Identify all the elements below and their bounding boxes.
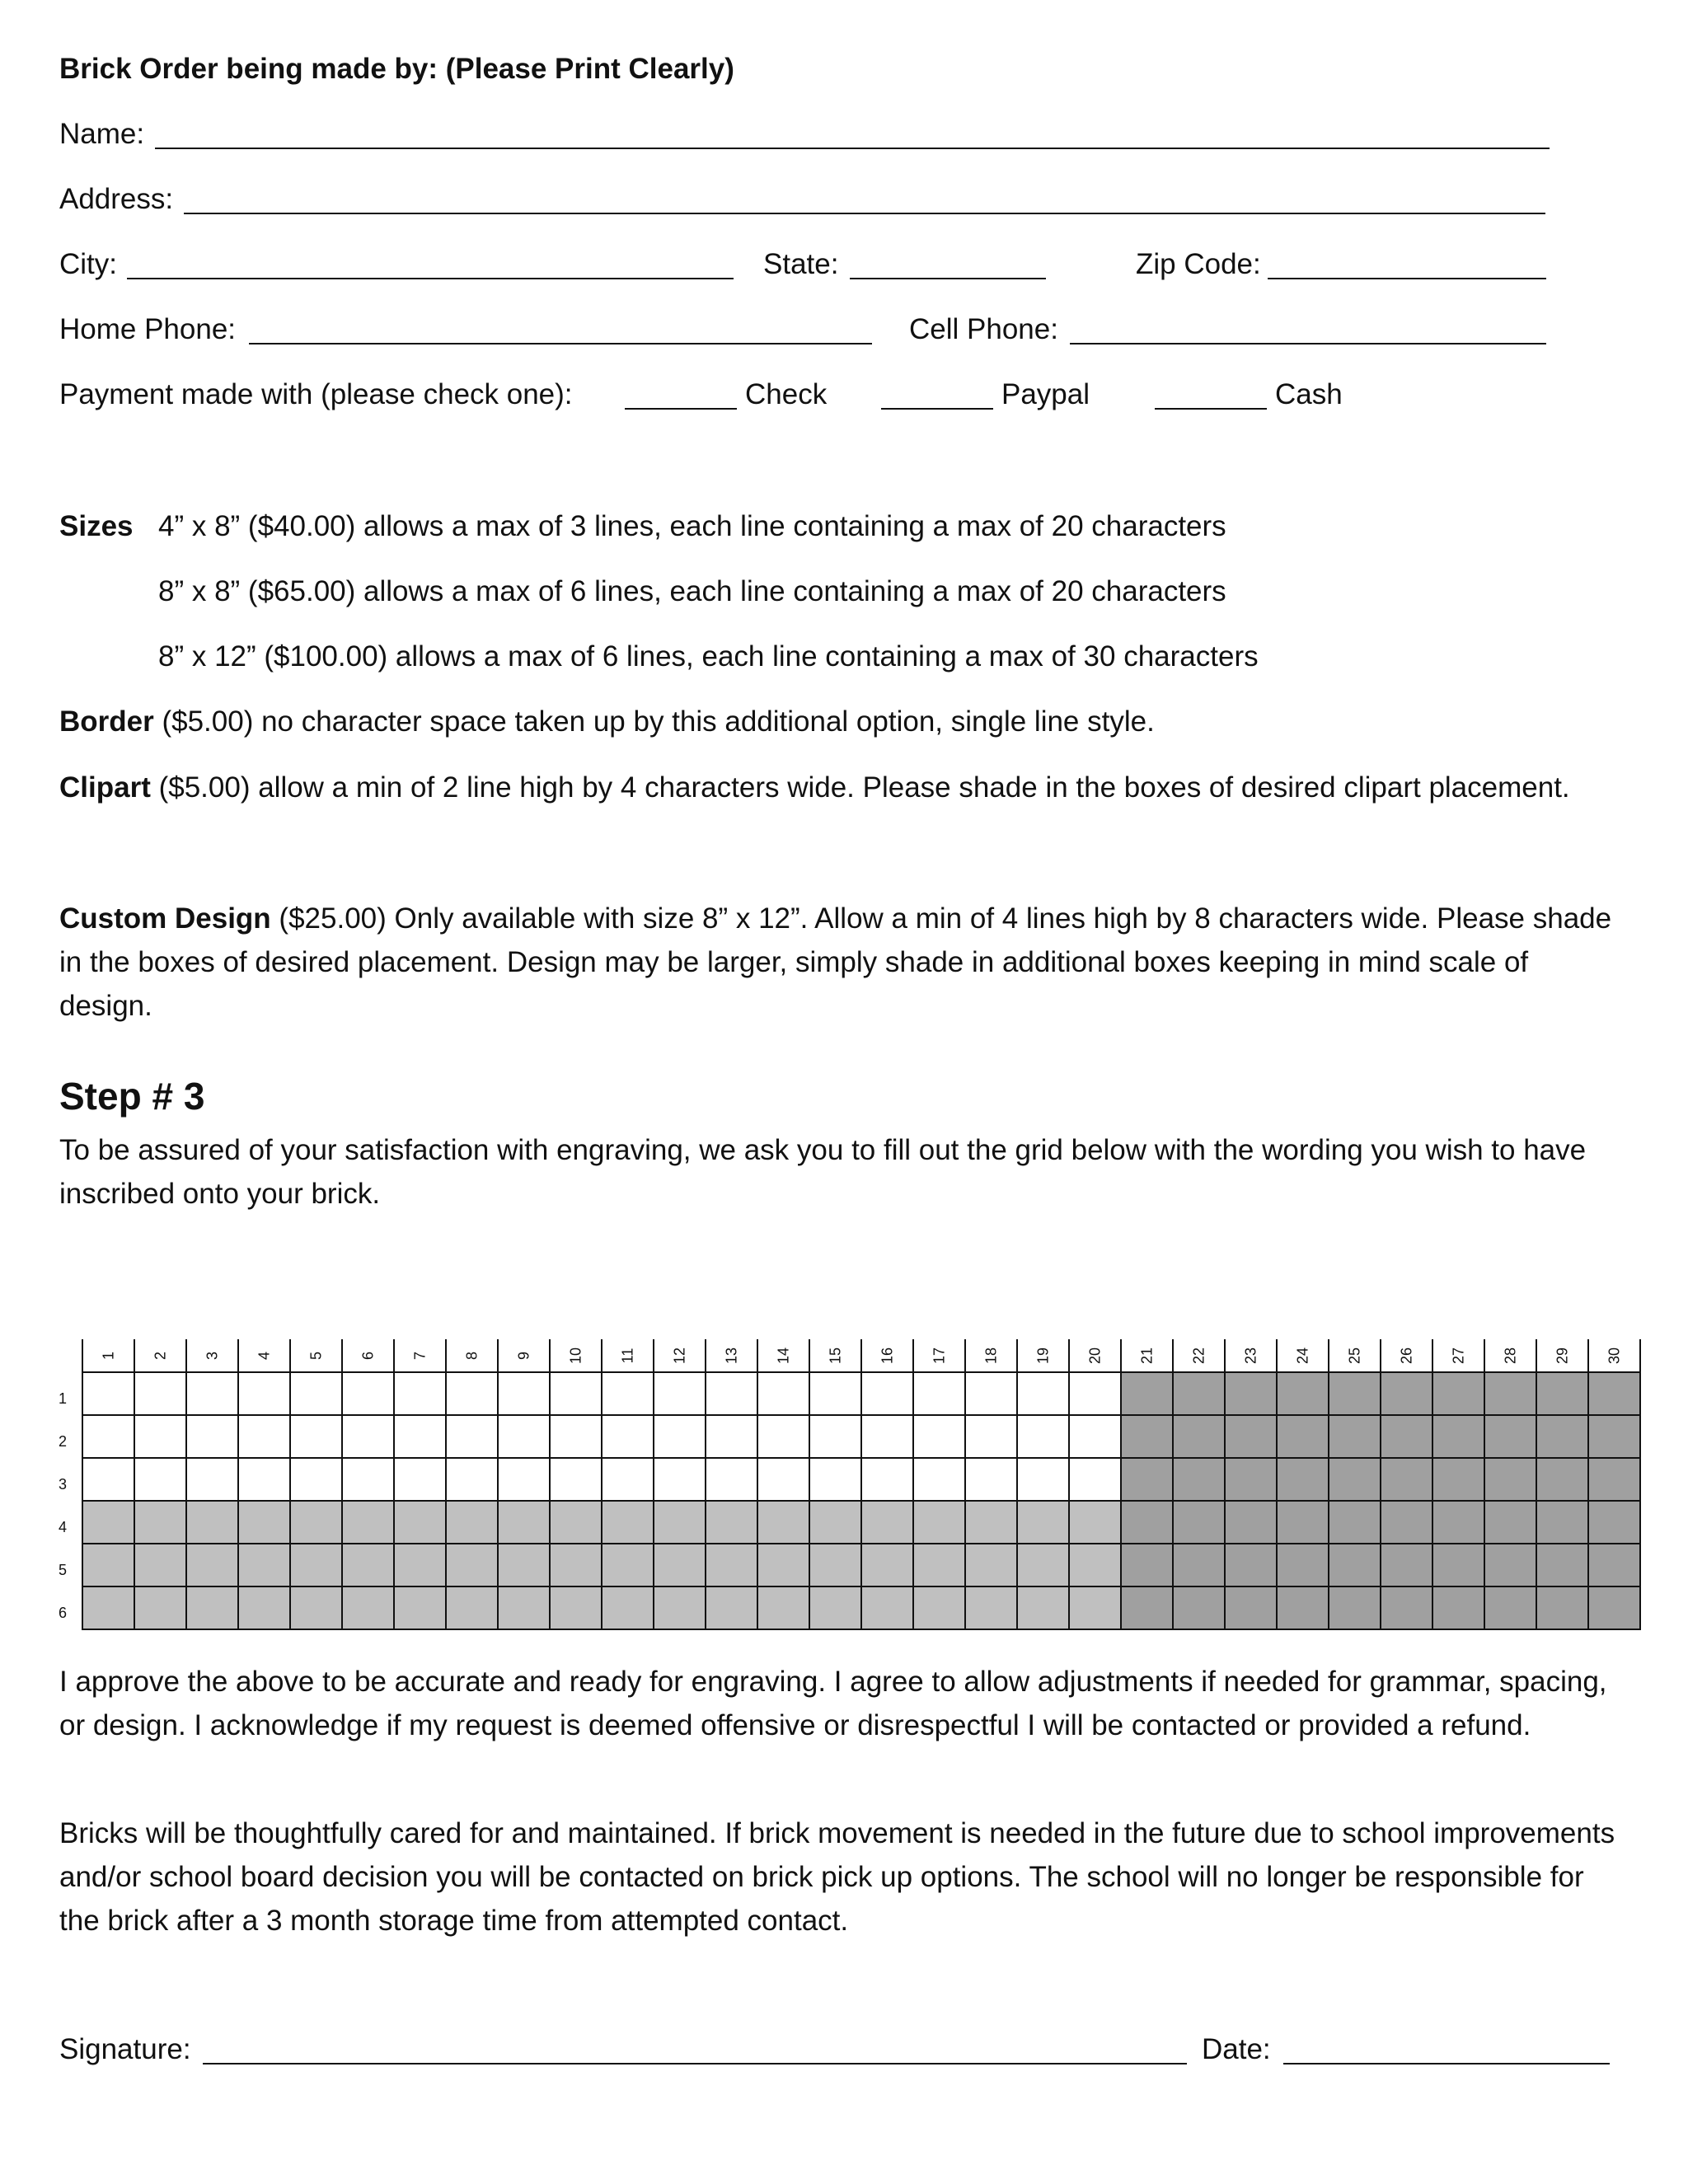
border-label: Border — [59, 705, 154, 738]
address-field[interactable] — [184, 213, 1545, 214]
grid-cell[interactable] — [134, 1586, 186, 1629]
column-label: 7 — [411, 1351, 429, 1361]
grid-cell[interactable] — [913, 1458, 965, 1501]
grid-cell[interactable] — [602, 1415, 654, 1458]
grid-cell[interactable] — [1069, 1586, 1121, 1629]
grid-cell[interactable] — [1173, 1415, 1225, 1458]
grid-cell[interactable] — [706, 1501, 757, 1544]
check-option-blank[interactable] — [625, 408, 737, 410]
grid-cell[interactable] — [1121, 1372, 1173, 1415]
grid-cell[interactable] — [1329, 1586, 1381, 1629]
grid-cell[interactable] — [446, 1544, 498, 1586]
grid-cell[interactable] — [342, 1586, 394, 1629]
grid-cell[interactable] — [1432, 1372, 1484, 1415]
column-label: 28 — [1502, 1347, 1519, 1365]
column-label: 5 — [307, 1351, 325, 1361]
grid-cell[interactable] — [342, 1544, 394, 1586]
grid-cell[interactable] — [706, 1586, 757, 1629]
grid-cell[interactable] — [186, 1501, 238, 1544]
grid-cell[interactable] — [1277, 1415, 1329, 1458]
grid-cell[interactable] — [1173, 1458, 1225, 1501]
grid-cell[interactable] — [861, 1501, 913, 1544]
grid-cell[interactable] — [965, 1415, 1017, 1458]
clipart-label: Clipart — [59, 771, 151, 804]
grid-cell[interactable] — [550, 1415, 602, 1458]
grid-cell[interactable] — [913, 1544, 965, 1586]
column-label: 30 — [1606, 1347, 1623, 1365]
grid-cell[interactable] — [913, 1586, 965, 1629]
column-label: 6 — [359, 1351, 377, 1361]
column-label: 9 — [515, 1351, 532, 1361]
grid-cell[interactable] — [861, 1415, 913, 1458]
grid-cell[interactable] — [186, 1372, 238, 1415]
grid-cell[interactable] — [706, 1372, 757, 1415]
step-instructions: To be assured of your satisfaction with engraving, we ask you to fill out the grid below with the wording you wish to have inscribed onto your brick. — [59, 1134, 1587, 1210]
grid-cell[interactable] — [809, 1415, 861, 1458]
grid-cell[interactable] — [1484, 1586, 1536, 1629]
grid-cell[interactable] — [706, 1415, 757, 1458]
grid-cell[interactable] — [82, 1458, 134, 1501]
grid-cell[interactable] — [1277, 1458, 1329, 1501]
grid-cell[interactable] — [342, 1372, 394, 1415]
border-text: ($5.00) no character space taken up by this additional option, single line style. — [153, 705, 1155, 738]
column-label: 1 — [100, 1351, 117, 1361]
grid-cell[interactable] — [1432, 1458, 1484, 1501]
grid-cell[interactable] — [446, 1586, 498, 1629]
grid-cell[interactable] — [1173, 1501, 1225, 1544]
grid-cell[interactable] — [1329, 1372, 1381, 1415]
grid-cell[interactable] — [809, 1501, 861, 1544]
grid-cell[interactable] — [602, 1586, 654, 1629]
grid-cell[interactable] — [1329, 1415, 1381, 1458]
grid-cell[interactable] — [809, 1458, 861, 1501]
column-label: 16 — [879, 1347, 896, 1365]
grid-cell[interactable] — [1588, 1372, 1640, 1415]
grid-cell[interactable] — [1588, 1586, 1640, 1629]
zip-label: Zip Code: — [1136, 248, 1261, 280]
grid-cell[interactable] — [1017, 1415, 1069, 1458]
zip-field[interactable] — [1268, 278, 1546, 279]
maintenance-paragraph: Bricks will be thoughtfully cared for and maintained. If brick movement is needed in the future due to school improvements and/or school board decision you will be contacted on brick pick up options. The school will no longer be responsible for the brick after a 3 month storage time from attempted contact. — [59, 1817, 1615, 1937]
grid-cell[interactable] — [498, 1415, 550, 1458]
grid-cell[interactable] — [1017, 1586, 1069, 1629]
column-label: 2 — [152, 1351, 169, 1361]
grid-cell[interactable] — [1484, 1544, 1536, 1586]
clipart-text: ($5.00) allow a min of 2 line high by 4 characters wide. Please shade in the boxes of desired clipart placement. — [150, 771, 1570, 804]
column-label: 26 — [1398, 1347, 1415, 1365]
grid-cell[interactable] — [1432, 1586, 1484, 1629]
grid-cell[interactable] — [1432, 1544, 1484, 1586]
grid-cell[interactable] — [342, 1458, 394, 1501]
grid-cell[interactable] — [1588, 1501, 1640, 1544]
grid-cell[interactable] — [861, 1586, 913, 1629]
column-label: 18 — [982, 1347, 1000, 1365]
grid-cell[interactable] — [1277, 1501, 1329, 1544]
grid-cell[interactable] — [1069, 1544, 1121, 1586]
grid-cell[interactable] — [1069, 1458, 1121, 1501]
grid-cell[interactable] — [654, 1458, 706, 1501]
grid-cell[interactable] — [602, 1544, 654, 1586]
grid-cell[interactable] — [1588, 1458, 1640, 1501]
grid-cell[interactable] — [602, 1501, 654, 1544]
grid-cell[interactable] — [965, 1372, 1017, 1415]
size-option-4x8: 4” x 8” ($40.00) allows a max of 3 lines, each line containing a max of 20 characters — [158, 510, 1226, 542]
custom-design-label: Custom Design — [59, 902, 271, 935]
grid-cell[interactable] — [913, 1415, 965, 1458]
column-label: 12 — [671, 1347, 688, 1365]
cell-phone-label: Cell Phone: — [909, 313, 1058, 345]
grid-cell[interactable] — [1277, 1372, 1329, 1415]
grid-cell[interactable] — [82, 1586, 134, 1629]
grid-cell[interactable] — [913, 1372, 965, 1415]
state-label: State: — [763, 248, 839, 280]
grid-cell[interactable] — [550, 1544, 602, 1586]
grid-cell[interactable] — [1381, 1372, 1432, 1415]
grid-cell[interactable] — [965, 1501, 1017, 1544]
grid-cell[interactable] — [654, 1501, 706, 1544]
column-label: 25 — [1346, 1347, 1363, 1365]
signature-label: Signature: — [59, 2033, 191, 2065]
grid-cell[interactable] — [1484, 1501, 1536, 1544]
column-label: 27 — [1450, 1347, 1467, 1365]
form-title: Brick Order being made by: (Please Print Clearly) — [59, 53, 734, 85]
cash-option-blank[interactable] — [1155, 408, 1267, 410]
grid-cell[interactable] — [1536, 1586, 1588, 1629]
column-label: 24 — [1294, 1347, 1311, 1365]
grid-cell[interactable] — [498, 1372, 550, 1415]
size-option-8x8: 8” x 8” ($65.00) allows a max of 6 lines, each line containing a max of 20 characters — [158, 575, 1226, 607]
grid-cell[interactable] — [1225, 1586, 1277, 1629]
column-label: 4 — [256, 1351, 273, 1361]
grid-cell[interactable] — [394, 1458, 446, 1501]
grid-cell[interactable] — [1225, 1372, 1277, 1415]
grid-cell[interactable] — [498, 1458, 550, 1501]
grid-cell[interactable] — [1536, 1458, 1588, 1501]
grid-cell[interactable] — [1121, 1586, 1173, 1629]
grid-cell[interactable] — [1381, 1415, 1432, 1458]
payment-label: Payment made with (please check one): — [59, 378, 573, 410]
grid-cell[interactable] — [1225, 1415, 1277, 1458]
grid-cell[interactable] — [290, 1544, 342, 1586]
column-label: 17 — [931, 1347, 948, 1365]
column-label: 22 — [1190, 1347, 1207, 1365]
grid-cell[interactable] — [861, 1544, 913, 1586]
row-label: 4 — [58, 1519, 68, 1535]
name-label: Name: — [59, 118, 145, 150]
cash-option-label: Cash — [1275, 378, 1343, 410]
grid-cell[interactable] — [654, 1415, 706, 1458]
grid-cell[interactable] — [654, 1372, 706, 1415]
row-label: 6 — [58, 1605, 68, 1621]
column-label: 23 — [1242, 1347, 1259, 1365]
column-label: 14 — [775, 1347, 792, 1365]
grid-cell[interactable] — [394, 1415, 446, 1458]
grid-cell[interactable] — [290, 1501, 342, 1544]
grid-cell[interactable] — [498, 1544, 550, 1586]
grid-cell[interactable] — [1173, 1372, 1225, 1415]
home-phone-label: Home Phone: — [59, 313, 237, 345]
row-label: 5 — [58, 1562, 68, 1578]
grid-cell[interactable] — [290, 1372, 342, 1415]
grid-cell[interactable] — [186, 1544, 238, 1586]
grid-cell[interactable] — [1536, 1544, 1588, 1586]
column-label: 19 — [1034, 1347, 1052, 1365]
grid-cell[interactable] — [602, 1458, 654, 1501]
grid-cell[interactable] — [186, 1458, 238, 1501]
column-label: 11 — [619, 1347, 636, 1364]
row-label: 1 — [58, 1390, 68, 1407]
grid-cell[interactable] — [394, 1372, 446, 1415]
grid-cell[interactable] — [1381, 1501, 1432, 1544]
column-label: 15 — [827, 1347, 844, 1365]
grid-cell[interactable] — [1121, 1501, 1173, 1544]
sizes-label: Sizes — [59, 510, 134, 542]
grid-cell[interactable] — [809, 1544, 861, 1586]
grid-cell[interactable] — [290, 1586, 342, 1629]
grid-cell[interactable] — [1432, 1501, 1484, 1544]
grid-cell[interactable] — [1536, 1501, 1588, 1544]
grid-cell[interactable] — [1225, 1458, 1277, 1501]
grid-cell[interactable] — [965, 1586, 1017, 1629]
grid-cell[interactable] — [1329, 1458, 1381, 1501]
grid-cell[interactable] — [1121, 1458, 1173, 1501]
clipart-option — [59, 766, 1625, 809]
grid-cell[interactable] — [342, 1415, 394, 1458]
grid-cell[interactable] — [550, 1458, 602, 1501]
grid-cell[interactable] — [1017, 1501, 1069, 1544]
grid-cell[interactable] — [290, 1458, 342, 1501]
date-label: Date: — [1202, 2033, 1271, 2065]
grid-cell[interactable] — [706, 1544, 757, 1586]
grid-cell[interactable] — [134, 1458, 186, 1501]
date-field[interactable] — [1283, 2063, 1610, 2064]
address-label: Address: — [59, 183, 174, 215]
grid-cell[interactable] — [757, 1415, 809, 1458]
grid-cell[interactable] — [1173, 1586, 1225, 1629]
grid-cell[interactable] — [134, 1544, 186, 1586]
grid-cell[interactable] — [238, 1415, 290, 1458]
grid-cell[interactable] — [809, 1372, 861, 1415]
grid-cell[interactable] — [1121, 1544, 1173, 1586]
column-label: 3 — [204, 1351, 221, 1361]
grid-cell[interactable] — [238, 1372, 290, 1415]
cell-phone-field[interactable] — [1070, 343, 1546, 344]
grid-cell[interactable] — [498, 1501, 550, 1544]
grid-cell[interactable] — [1277, 1544, 1329, 1586]
row-label: 2 — [58, 1433, 68, 1450]
grid-cell[interactable] — [965, 1544, 1017, 1586]
home-phone-field[interactable] — [249, 343, 872, 344]
grid-cell[interactable] — [186, 1586, 238, 1629]
grid-cell[interactable] — [1017, 1458, 1069, 1501]
state-field[interactable] — [850, 278, 1046, 279]
engraving-grid — [49, 1306, 1657, 1621]
grid-cell[interactable] — [861, 1458, 913, 1501]
signature-field[interactable] — [203, 2063, 1187, 2064]
grid-cell[interactable] — [757, 1544, 809, 1586]
grid-cell[interactable] — [134, 1415, 186, 1458]
border-option — [59, 704, 1155, 740]
step-heading: Step # 3 — [59, 1075, 205, 1118]
city-field[interactable] — [127, 278, 734, 279]
grid-cell[interactable] — [913, 1501, 965, 1544]
grid-cell[interactable] — [1588, 1544, 1640, 1586]
custom-design-text: ($25.00) Only available with size 8” x 12”. Allow a min of 4 lines high by 8 characters wide. Please shade in the boxes of desired placement. Design may be larger, simply shade in additional boxes keeping in mind scale of design. — [59, 902, 1612, 1022]
grid-cell[interactable] — [446, 1501, 498, 1544]
grid-cell[interactable] — [1017, 1544, 1069, 1586]
grid-cell[interactable] — [186, 1415, 238, 1458]
grid-cell[interactable] — [757, 1586, 809, 1629]
paypal-option-label: Paypal — [1001, 378, 1090, 410]
custom-design-option — [59, 897, 1625, 1028]
grid-cell[interactable] — [134, 1501, 186, 1544]
engraving-grid-svg — [49, 1306, 1657, 1621]
column-label: 10 — [567, 1347, 584, 1365]
grid-cell[interactable] — [238, 1544, 290, 1586]
grid-cell[interactable] — [861, 1372, 913, 1415]
grid-cell[interactable] — [654, 1544, 706, 1586]
grid-cell[interactable] — [82, 1415, 134, 1458]
grid-cell[interactable] — [342, 1501, 394, 1544]
grid-cell[interactable] — [1069, 1415, 1121, 1458]
grid-cell[interactable] — [498, 1586, 550, 1629]
grid-cell[interactable] — [1329, 1501, 1381, 1544]
city-label: City: — [59, 248, 117, 280]
check-option-label: Check — [745, 378, 828, 410]
grid-cell[interactable] — [82, 1544, 134, 1586]
grid-cell[interactable] — [550, 1501, 602, 1544]
grid-cell[interactable] — [82, 1372, 134, 1415]
grid-cell[interactable] — [290, 1415, 342, 1458]
grid-cell[interactable] — [757, 1372, 809, 1415]
grid-cell[interactable] — [238, 1586, 290, 1629]
grid-cell[interactable] — [238, 1501, 290, 1544]
grid-cell[interactable] — [1484, 1458, 1536, 1501]
grid-cell[interactable] — [446, 1415, 498, 1458]
grid-cell[interactable] — [1432, 1415, 1484, 1458]
grid-cell[interactable] — [1329, 1544, 1381, 1586]
column-label: 20 — [1086, 1347, 1104, 1365]
grid-cell[interactable] — [1588, 1415, 1640, 1458]
paypal-option-blank[interactable] — [881, 408, 993, 410]
grid-cell[interactable] — [1381, 1544, 1432, 1586]
grid-cell[interactable] — [1381, 1458, 1432, 1501]
grid-cell[interactable] — [1017, 1372, 1069, 1415]
grid-cell[interactable] — [757, 1458, 809, 1501]
grid-cell[interactable] — [394, 1501, 446, 1544]
grid-cell[interactable] — [1173, 1544, 1225, 1586]
grid-cell[interactable] — [238, 1458, 290, 1501]
grid-cell[interactable] — [394, 1544, 446, 1586]
grid-cell[interactable] — [1536, 1372, 1588, 1415]
grid-cell[interactable] — [1225, 1544, 1277, 1586]
grid-cell[interactable] — [706, 1458, 757, 1501]
grid-cell[interactable] — [550, 1372, 602, 1415]
grid-cell[interactable] — [757, 1501, 809, 1544]
grid-cell[interactable] — [550, 1586, 602, 1629]
grid-cell[interactable] — [809, 1586, 861, 1629]
grid-cell[interactable] — [1484, 1372, 1536, 1415]
name-field[interactable] — [155, 148, 1550, 149]
size-option-8x12: 8” x 12” ($100.00) allows a max of 6 lines, each line containing a max of 30 characters — [158, 640, 1259, 673]
grid-cell[interactable] — [1277, 1586, 1329, 1629]
column-label: 29 — [1554, 1347, 1571, 1365]
grid-cell[interactable] — [602, 1372, 654, 1415]
grid-cell[interactable] — [1484, 1415, 1536, 1458]
grid-cell[interactable] — [1536, 1415, 1588, 1458]
grid-cell[interactable] — [1381, 1586, 1432, 1629]
grid-cell[interactable] — [134, 1372, 186, 1415]
row-label: 3 — [58, 1476, 68, 1493]
grid-cell[interactable] — [1225, 1501, 1277, 1544]
grid-cell[interactable] — [82, 1501, 134, 1544]
grid-cell[interactable] — [965, 1458, 1017, 1501]
column-label: 13 — [723, 1347, 740, 1365]
approval-paragraph: I approve the above to be accurate and ready for engraving. I agree to allow adjustments if needed for grammar, spacing, or design. I acknowledge if my request is deemed offensive or disrespectful I will be contacted or provided a refund. — [59, 1666, 1607, 1741]
grid-cell[interactable] — [654, 1586, 706, 1629]
grid-cell[interactable] — [1069, 1372, 1121, 1415]
grid-cell[interactable] — [446, 1458, 498, 1501]
grid-cell[interactable] — [394, 1586, 446, 1629]
column-label: 8 — [463, 1351, 481, 1361]
grid-cell[interactable] — [1121, 1415, 1173, 1458]
column-label: 21 — [1138, 1347, 1156, 1365]
grid-cell[interactable] — [446, 1372, 498, 1415]
grid-cell[interactable] — [1069, 1501, 1121, 1544]
